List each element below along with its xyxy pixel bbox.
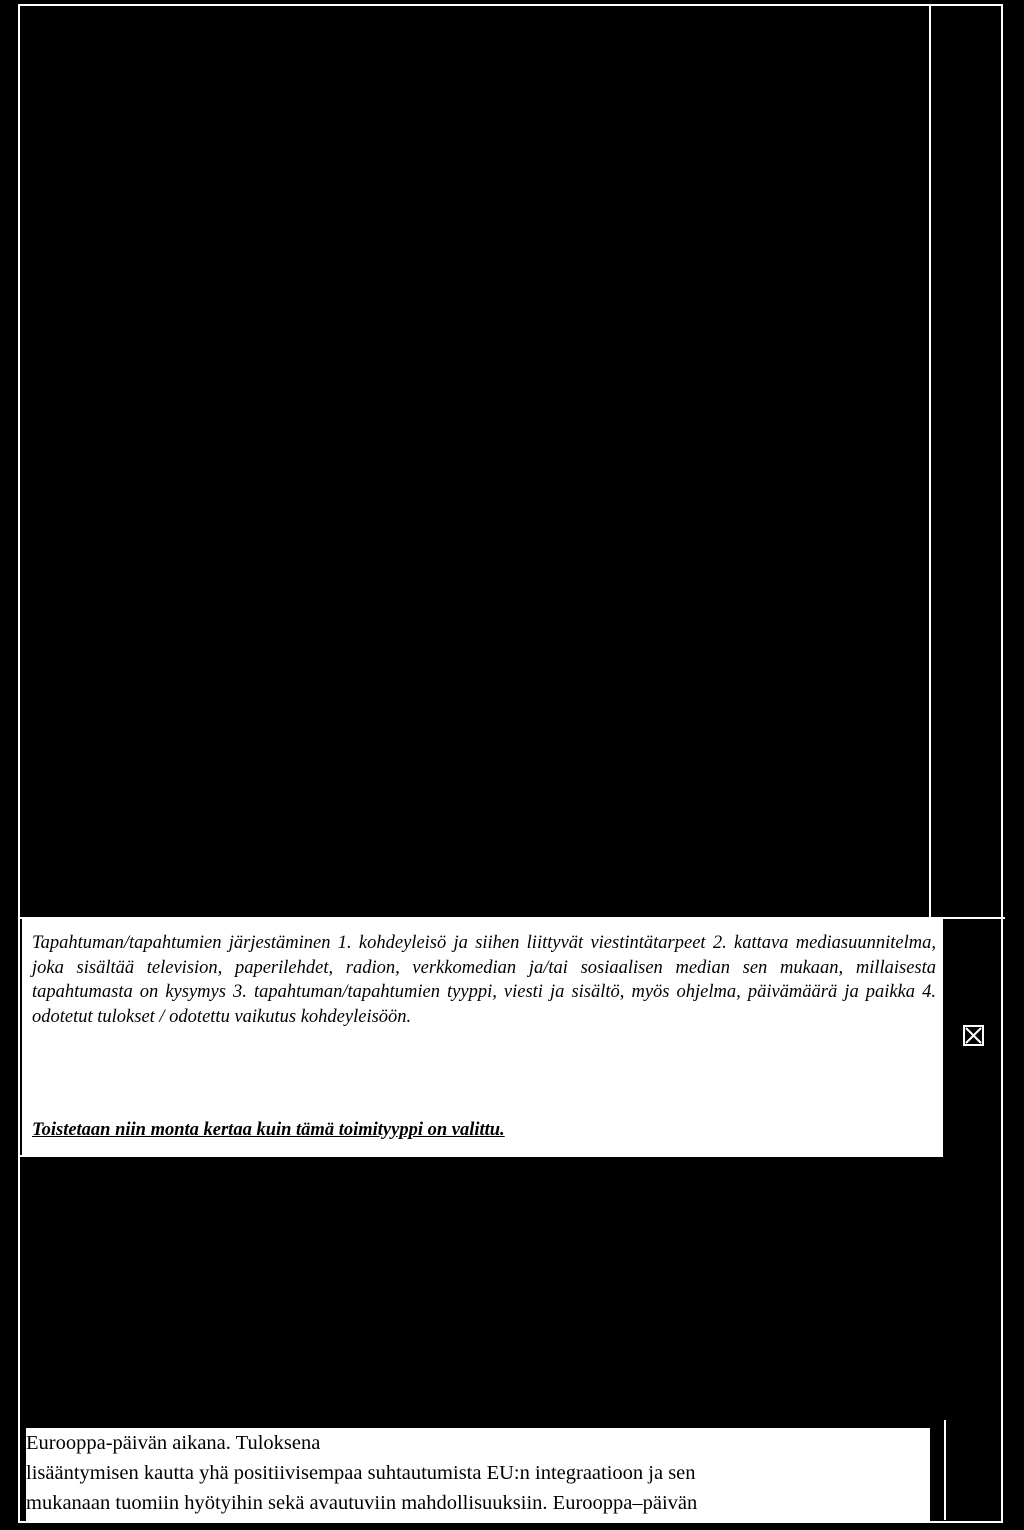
results-line: Eurooppa-päivän aikana. Tuloksena (26, 1432, 321, 1454)
page-frame (18, 4, 1003, 1523)
results-text (26, 1428, 930, 1522)
column-divider (929, 4, 931, 918)
action-description-text: Tapahtuman/tapahtumien järjestäminen 1. kohdeyleisö ja siihen liittyvät viestintätarpeet 2. kattava mediasuunnitelma, joka sisältää television, paperilehdet, radion, verkkomedian ja/tai sosiaalisen median sen mukaan, millaisesta tapahtumasta on kysymys 3. tapahtuman/tapahtumien tyyppi, viesti ja sisältö, myös ohjelma, päivämäärä ja paikka 4. odotetut tulokset / odotettu vaikutus kohdeyleisöön. (32, 933, 936, 1027)
results-line: mukanaan tuomiin hyötyihin sekä avautuviin mahdollisuuksiin. Eurooppa–päivän (26, 1492, 698, 1514)
repeat-instruction: Toistetaan niin monta kertaa kuin tämä toimityyppi on valittu. (32, 1120, 505, 1140)
row-separator-bottom (20, 1155, 943, 1157)
bottom-column-divider (944, 1420, 946, 1520)
action-description-cell (22, 919, 943, 1155)
selected-checkbox[interactable] (963, 1025, 984, 1046)
checkbox-cross-icon (965, 1027, 982, 1044)
results-line: lisääntymisen kautta yhä positiivisempaa suhtautumista EU:n integraatioon ja sen (26, 1462, 696, 1484)
